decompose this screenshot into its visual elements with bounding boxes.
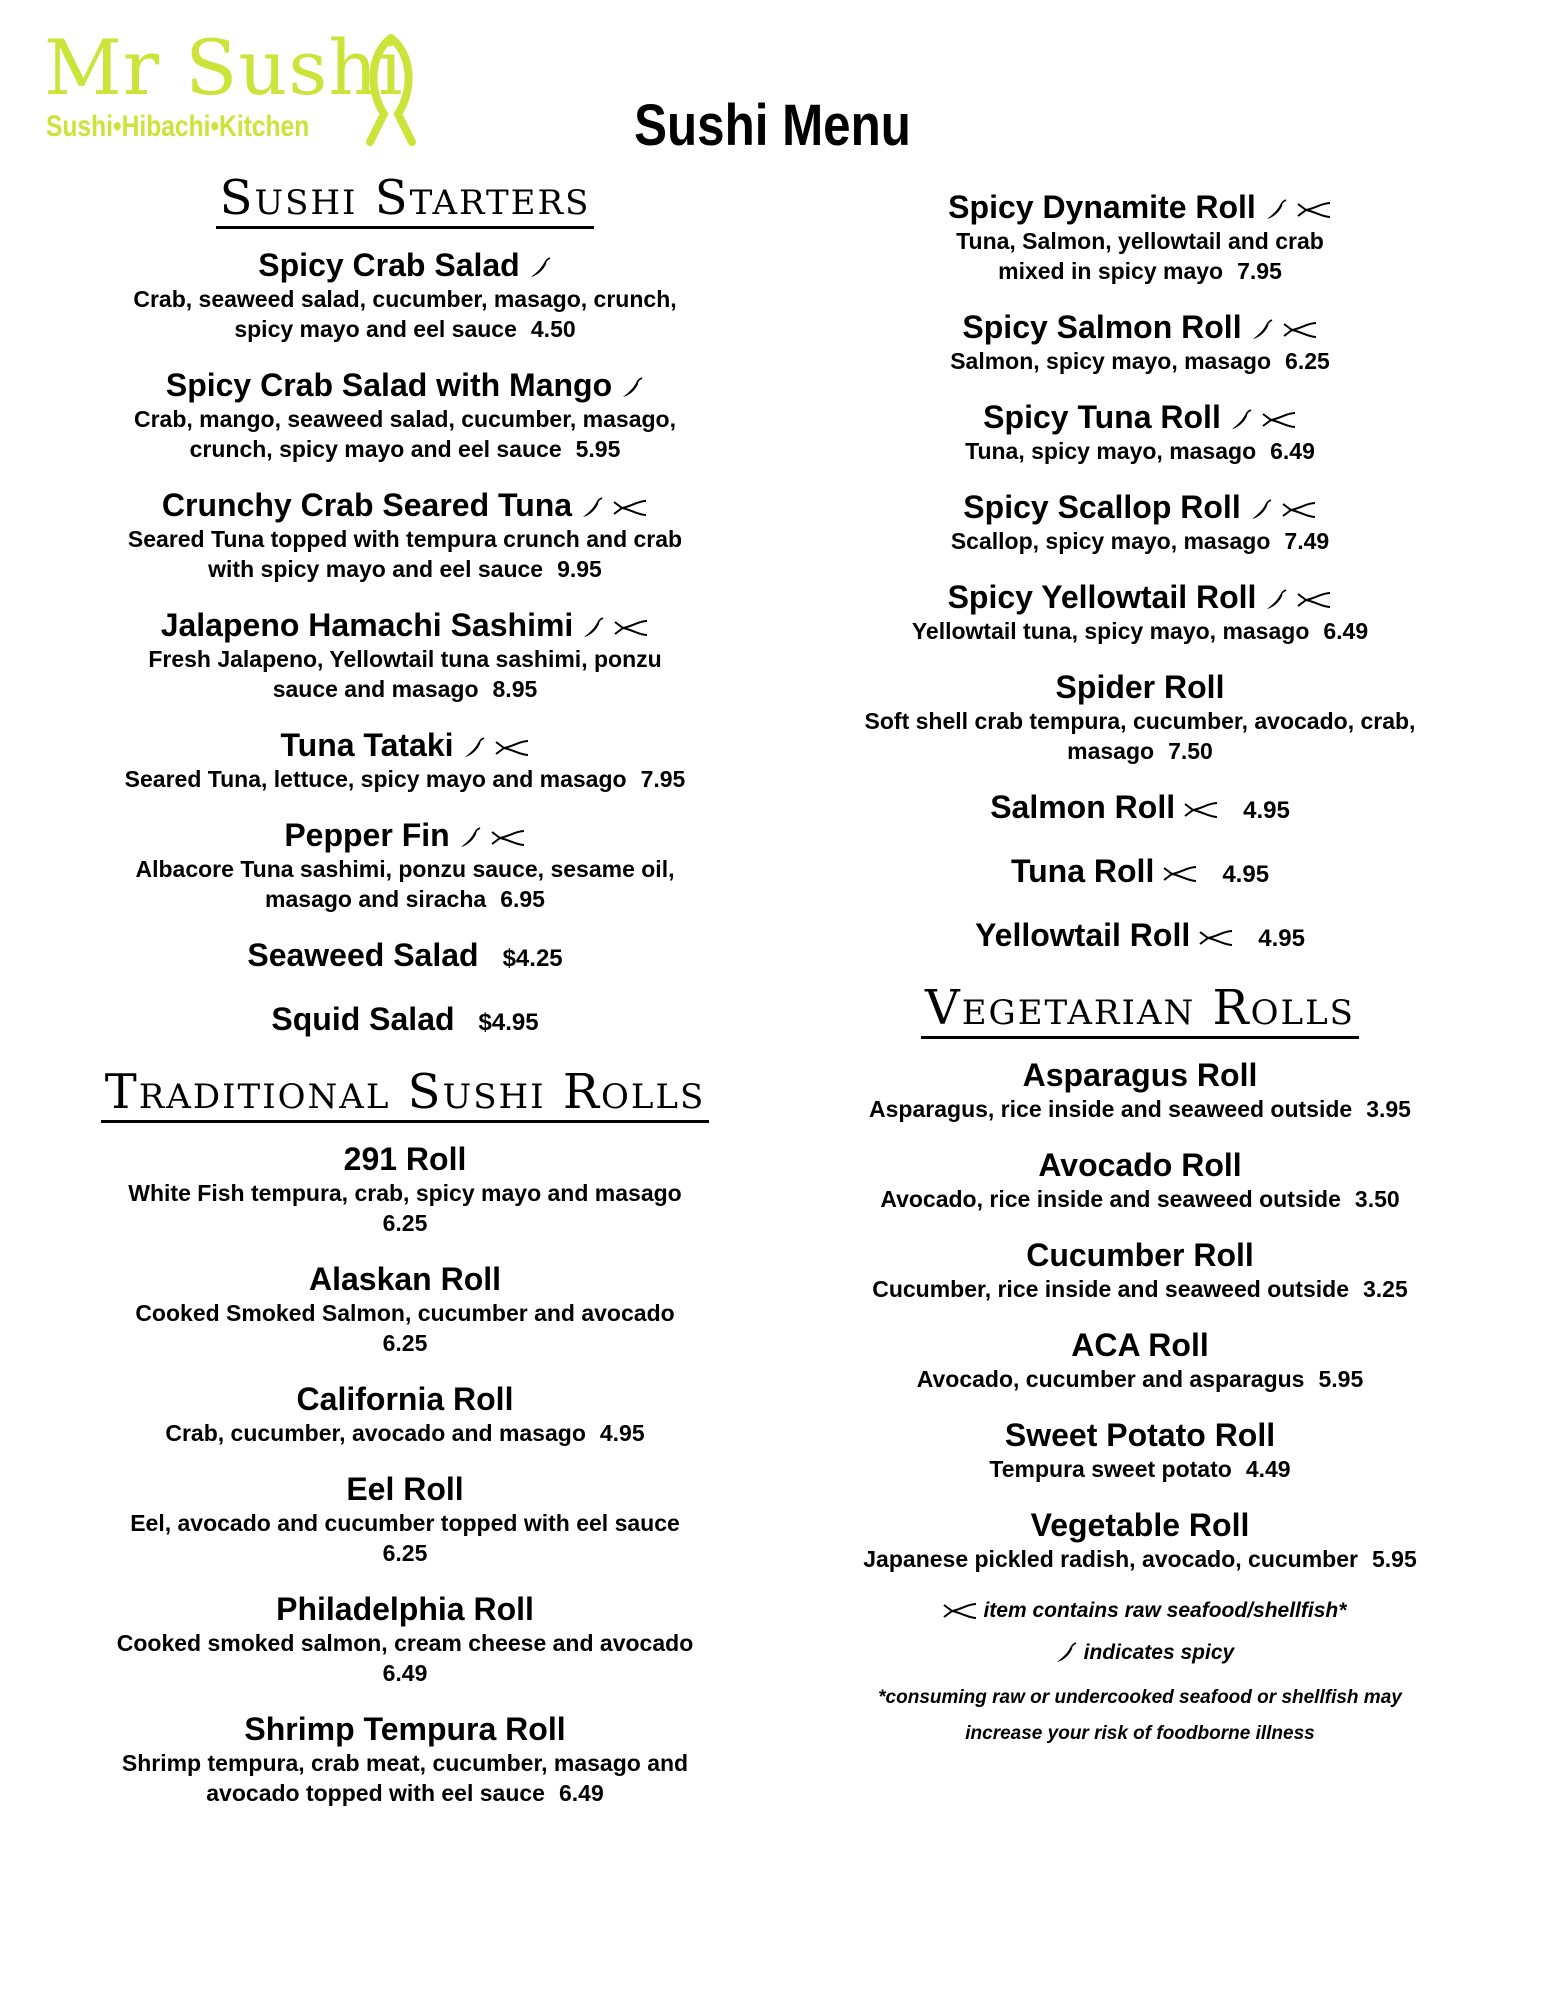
item-price: 5.95 — [575, 436, 621, 462]
legend — [815, 1596, 1465, 1752]
item-price: 6.25 — [382, 1210, 428, 1236]
item-price: 6.95 — [500, 886, 545, 912]
pepper-icon — [528, 257, 552, 279]
menu-item: Sweet Potato Roll Tempura sweet potato 4.49 — [989, 1417, 1291, 1482]
menu-item: Philadelphia Roll Cooked smoked salmon, cream cheese and avocado 6.49 — [80, 1590, 730, 1688]
menu-item: Jalapeno Hamachi Sashimi Fresh Jalapeno, Yellowtail tuna sashimi, ponzu sauce and masago 8.95 — [148, 607, 662, 702]
menu-item: Tuna Tataki Seared Tuna, lettuce, spicy mayo and masago 7.95 — [124, 727, 686, 792]
menu-item: Cucumber Roll Cucumber, rice inside and seaweed outside 3.25 — [872, 1237, 1408, 1302]
pepper-icon — [1250, 319, 1274, 341]
logo-name: Mr Sushi — [44, 23, 404, 112]
item-price: 3.25 — [1363, 1276, 1408, 1302]
menu-item: Salmon Roll 4.95 — [990, 789, 1290, 825]
item-price: 6.25 — [1285, 348, 1330, 374]
page-title: Sushi Menu — [634, 93, 911, 158]
pepper-icon — [1229, 409, 1253, 431]
item-price: 6.49 — [1270, 438, 1315, 464]
menu-item: Spicy Tuna Roll Tuna, spicy mayo, masago 6.49 — [965, 399, 1315, 464]
item-price: 6.25 — [382, 1540, 428, 1566]
menu-item: Asparagus Roll Asparagus, rice inside and seaweed outside 3.95 — [869, 1057, 1411, 1122]
pepper-icon — [462, 737, 486, 759]
left-column — [80, 170, 730, 1830]
menu-item: Crunchy Crab Seared Tuna Seared Tuna topped with tempura crunch and crab with spicy mayo and eel sauce 9.95 — [127, 487, 683, 582]
item-price: 7.95 — [1237, 258, 1282, 284]
item-price: 4.95 — [1258, 925, 1305, 952]
fish-icon — [494, 738, 530, 758]
menu-item: Spicy Yellowtail Roll Yellowtail tuna, spicy mayo, masago 6.49 — [911, 579, 1369, 644]
legend-raw: item contains raw seafood/shellfish* — [983, 1599, 1347, 1622]
fish-icon — [490, 828, 526, 848]
item-price: 6.49 — [558, 1780, 604, 1806]
menu-item: Eel Roll Eel, avocado and cucumber topped with eel sauce 6.25 — [80, 1470, 730, 1568]
item-price: 6.49 — [382, 1660, 428, 1686]
menu-item: Avocado Roll Avocado, rice inside and seaweed outside 3.50 — [880, 1147, 1400, 1212]
pepper-icon — [580, 497, 604, 519]
menu-item: Shrimp Tempura Roll Shrimp tempura, crab meat, cucumber, masago and avocado topped with eel sauce 6.49 — [121, 1711, 689, 1806]
menu-item: Spider Roll Soft shell crab tempura, cucumber, avocado, crab, masago 7.50 — [864, 669, 1416, 764]
item-price: 4.50 — [530, 316, 576, 342]
menu-item: Seaweed Salad $4.25 — [247, 937, 563, 973]
menu-item: Spicy Crab Salad with Mango Crab, mango, seaweed salad, cucumber, masago, crunch, spicy mayo and eel sauce 5.95 — [134, 367, 676, 462]
item-price: 4.95 — [599, 1420, 645, 1446]
fish-icon — [1282, 320, 1318, 340]
fish-icon — [942, 1601, 978, 1621]
item-price: 5.95 — [1318, 1366, 1364, 1392]
fish-icon — [1296, 200, 1332, 220]
menu-item: ACA Roll Avocado, cucumber and asparagus 5.95 — [916, 1327, 1364, 1392]
menu-item: 291 Roll White Fish tempura, crab, spicy mayo and masago 6.25 — [80, 1140, 730, 1238]
section-title-vegetarian: Vegetarian Rolls — [815, 980, 1465, 1036]
item-price: 6.25 — [382, 1330, 428, 1356]
menu-item: Spicy Scallop Roll Scallop, spicy mayo, masago 7.49 — [950, 489, 1330, 554]
menu-item: Spicy Salmon Roll Salmon, spicy mayo, masago 6.25 — [950, 309, 1330, 374]
menu-item: Spicy Crab Salad Crab, seaweed salad, cucumber, masago, crunch, spicy mayo and eel sauce 4.50 — [133, 247, 677, 342]
fish-icon — [1281, 500, 1317, 520]
item-price: 4.95 — [1243, 797, 1290, 824]
item-price: 3.50 — [1354, 1186, 1400, 1212]
disclaimer-line-2: increase your risk of foodborne illness — [965, 1723, 1315, 1744]
pepper-icon — [1264, 589, 1288, 611]
item-price: 8.95 — [492, 676, 538, 702]
item-price: 4.95 — [1222, 861, 1270, 888]
fish-icon — [1296, 590, 1332, 610]
section-title-traditional: Traditional Sushi Rolls — [80, 1064, 730, 1120]
right-column — [815, 188, 1465, 1752]
pepper-icon — [1249, 499, 1273, 521]
menu-item: Spicy Dynamite Roll Tuna, Salmon, yellowtail and crab mixed in spicy mayo 7.95 — [815, 188, 1465, 286]
pepper-icon — [620, 377, 644, 399]
item-price: $4.25 — [502, 945, 563, 972]
legend-spicy: indicates spicy — [1083, 1641, 1235, 1664]
menu-item: Tuna Roll 4.95 — [1010, 853, 1270, 889]
item-price: 6.49 — [1323, 618, 1369, 644]
disclaimer-line-1: *consuming raw or undercooked seafood or shellfish may — [878, 1687, 1402, 1708]
logo-tagline: Sushi•Hibachi•Kitchen — [46, 110, 310, 143]
fish-icon — [1198, 928, 1234, 948]
pepper-icon — [1264, 199, 1288, 221]
menu-item: Yellowtail Roll 4.95 — [975, 917, 1305, 953]
item-price: $4.95 — [478, 1009, 539, 1036]
fish-icon — [1162, 864, 1198, 884]
item-price: 3.95 — [1366, 1096, 1411, 1122]
menu-item: Alaskan Roll Cooked Smoked Salmon, cucumber and avocado 6.25 — [80, 1260, 730, 1358]
item-price: 7.50 — [1168, 738, 1213, 764]
item-price: 7.49 — [1284, 528, 1330, 554]
item-price: 5.95 — [1371, 1546, 1417, 1572]
menu-item: Vegetable Roll Japanese pickled radish, avocado, cucumber 5.95 — [863, 1507, 1417, 1572]
pepper-icon — [458, 827, 482, 849]
fish-icon — [612, 498, 648, 518]
pepper-icon — [1054, 1642, 1078, 1664]
item-price: 4.49 — [1245, 1456, 1291, 1482]
item-price: 9.95 — [557, 556, 602, 582]
menu-item: California Roll Crab, cucumber, avocado and masago 4.95 — [165, 1381, 645, 1446]
section-title-starters: Sushi Starters — [80, 170, 730, 226]
fish-icon — [613, 618, 649, 638]
pepper-icon — [581, 617, 605, 639]
menu-item: Pepper Fin Albacore Tuna sashimi, ponzu sauce, sesame oil, masago and siracha 6.95 — [135, 817, 675, 912]
fish-icon — [1183, 800, 1219, 820]
fish-icon — [1261, 410, 1297, 430]
item-price: 7.95 — [640, 766, 686, 792]
menu-item: Squid Salad $4.95 — [271, 1001, 539, 1037]
